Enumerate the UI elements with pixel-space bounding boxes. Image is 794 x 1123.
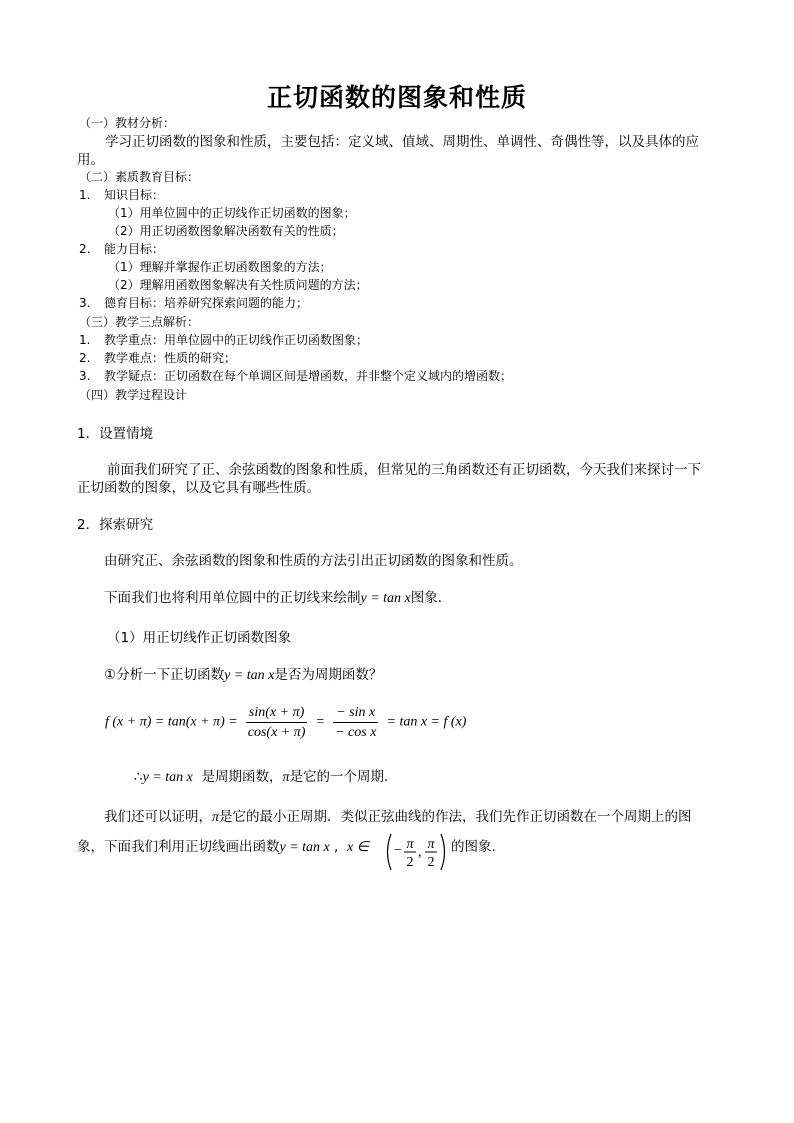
left-paren-icon <box>388 834 392 870</box>
equals-sign: = <box>315 714 325 730</box>
math-expression: x ∈ <box>346 840 369 855</box>
list-item: 教学重点：用单位圆中的正切线作正切函数图象； <box>104 333 369 347</box>
text: 是它的最小正周期．类似正弦曲线的作法，我们先作正切函数在一个周期上的图 <box>219 809 692 825</box>
step-1-heading: 1．设置情境 <box>77 426 154 442</box>
formula-lhs: f (x + π) = tan(x + π) = <box>105 714 238 730</box>
section-1-heading: （一）教材分析： <box>79 116 176 130</box>
text: 是否为周期函数？ <box>274 667 383 683</box>
paragraph-line: 前面我们研究了正、余弦函数的图象和性质，但常见的三角函数还有正切函数，今天我们来探讨一下 <box>107 462 701 478</box>
fraction-numerator: − sin x <box>333 703 378 723</box>
section-3-heading: （三）教学三点解析： <box>79 315 200 329</box>
text: 我们还可以证明， <box>104 809 212 825</box>
paragraph-line: 正切函数的图象，以及它具有哪些性质。 <box>77 480 320 496</box>
page-title: 正切函数的图象和性质 <box>266 83 527 112</box>
fraction-denominator: 2 <box>427 855 435 870</box>
math-expression: y = tan x <box>279 840 330 855</box>
fraction-numerator: sin(x + π) <box>246 703 308 723</box>
list-subitem: （1）用单位圆中的正切线作正切函数的图象； <box>108 206 356 220</box>
fraction-denominator: − cos x <box>335 725 377 740</box>
subsection-heading: （1）用正切线作正切函数图象 <box>107 630 292 646</box>
minus-sign: − <box>394 843 402 858</box>
text: 象，下面我们利用正切线画出函数 <box>77 839 280 855</box>
math-expression: y = tan x <box>360 591 411 606</box>
interval-svg <box>383 832 451 872</box>
fraction <box>246 703 308 742</box>
list-number: 1. <box>79 333 91 347</box>
paragraph-line-end: 的图象． <box>451 839 505 855</box>
question-line <box>104 666 382 685</box>
section-1-body-line-1: 学习正切函数的图象和性质，主要包括：定义域、值域、周期性、单调性、奇偶性等，以及具体的应 <box>105 134 699 150</box>
pi-symbol: π <box>212 810 220 825</box>
math-expression: y = tan x <box>142 770 193 785</box>
fraction-denominator: cos(x + π) <box>247 725 306 740</box>
list-item: 知识目标： <box>104 188 165 202</box>
fraction-denominator: 2 <box>406 855 414 870</box>
math-expression: y = tan x <box>224 668 275 683</box>
list-item: 能力目标： <box>104 242 165 256</box>
list-subitem: （2）理解用函数图象解决有关性质问题的方法； <box>108 278 368 292</box>
list-number: 2. <box>79 242 91 256</box>
paragraph-line <box>104 808 692 827</box>
fraction <box>333 703 378 742</box>
fraction-numerator: π <box>406 837 414 852</box>
list-number: 1. <box>79 188 91 202</box>
formula-rhs: = tan x = f (x) <box>386 714 467 730</box>
comma: , <box>418 845 422 860</box>
text: ①分析一下正切函数 <box>104 667 225 683</box>
right-paren-icon <box>441 834 445 870</box>
text: 是它的一个周期． <box>289 769 398 785</box>
interval-expression <box>383 832 451 876</box>
paragraph-line: 象，下面我们利用正切线画出函数y = tan x , x ∈ <box>77 839 369 855</box>
text: 图象． <box>410 590 452 606</box>
text: 是周期函数， <box>201 769 283 785</box>
section-4-heading: （四）教学过程设计 <box>79 388 188 402</box>
list-number: 3. <box>79 296 91 310</box>
paragraph-line: 由研究正、余弦函数的图象和性质的方法引出正切函数的图象和性质。 <box>104 553 523 569</box>
list-subitem: （1）理解并掌握作正切函数图象的方法； <box>108 260 332 274</box>
periodicity-formula <box>105 703 466 742</box>
list-item: 德育目标：培养研究探索问题的能力； <box>104 296 309 310</box>
section-1-body-line-2: 用。 <box>77 152 104 168</box>
paragraph-line <box>104 589 451 608</box>
step-2-heading: 2．探索研究 <box>77 517 154 533</box>
list-item: 教学难点：性质的研究； <box>104 351 237 365</box>
list-number: 2. <box>79 351 91 365</box>
pi-symbol: π <box>282 770 290 785</box>
fraction-numerator: π <box>427 837 435 852</box>
list-item: 教学疑点：正切函数在每个单调区间是增函数，并非整个定义域内的增函数； <box>104 369 513 383</box>
conclusion-line <box>134 768 397 787</box>
list-subitem: （2）用正切函数图象解决函数有关的性质； <box>108 224 344 238</box>
list-number: 3. <box>79 369 91 383</box>
text: 下面我们也将利用单位圆中的正切线来绘制 <box>104 590 361 606</box>
section-2-heading: （二）素质教育目标： <box>79 170 200 184</box>
therefore-symbol: ∴ <box>134 769 143 785</box>
